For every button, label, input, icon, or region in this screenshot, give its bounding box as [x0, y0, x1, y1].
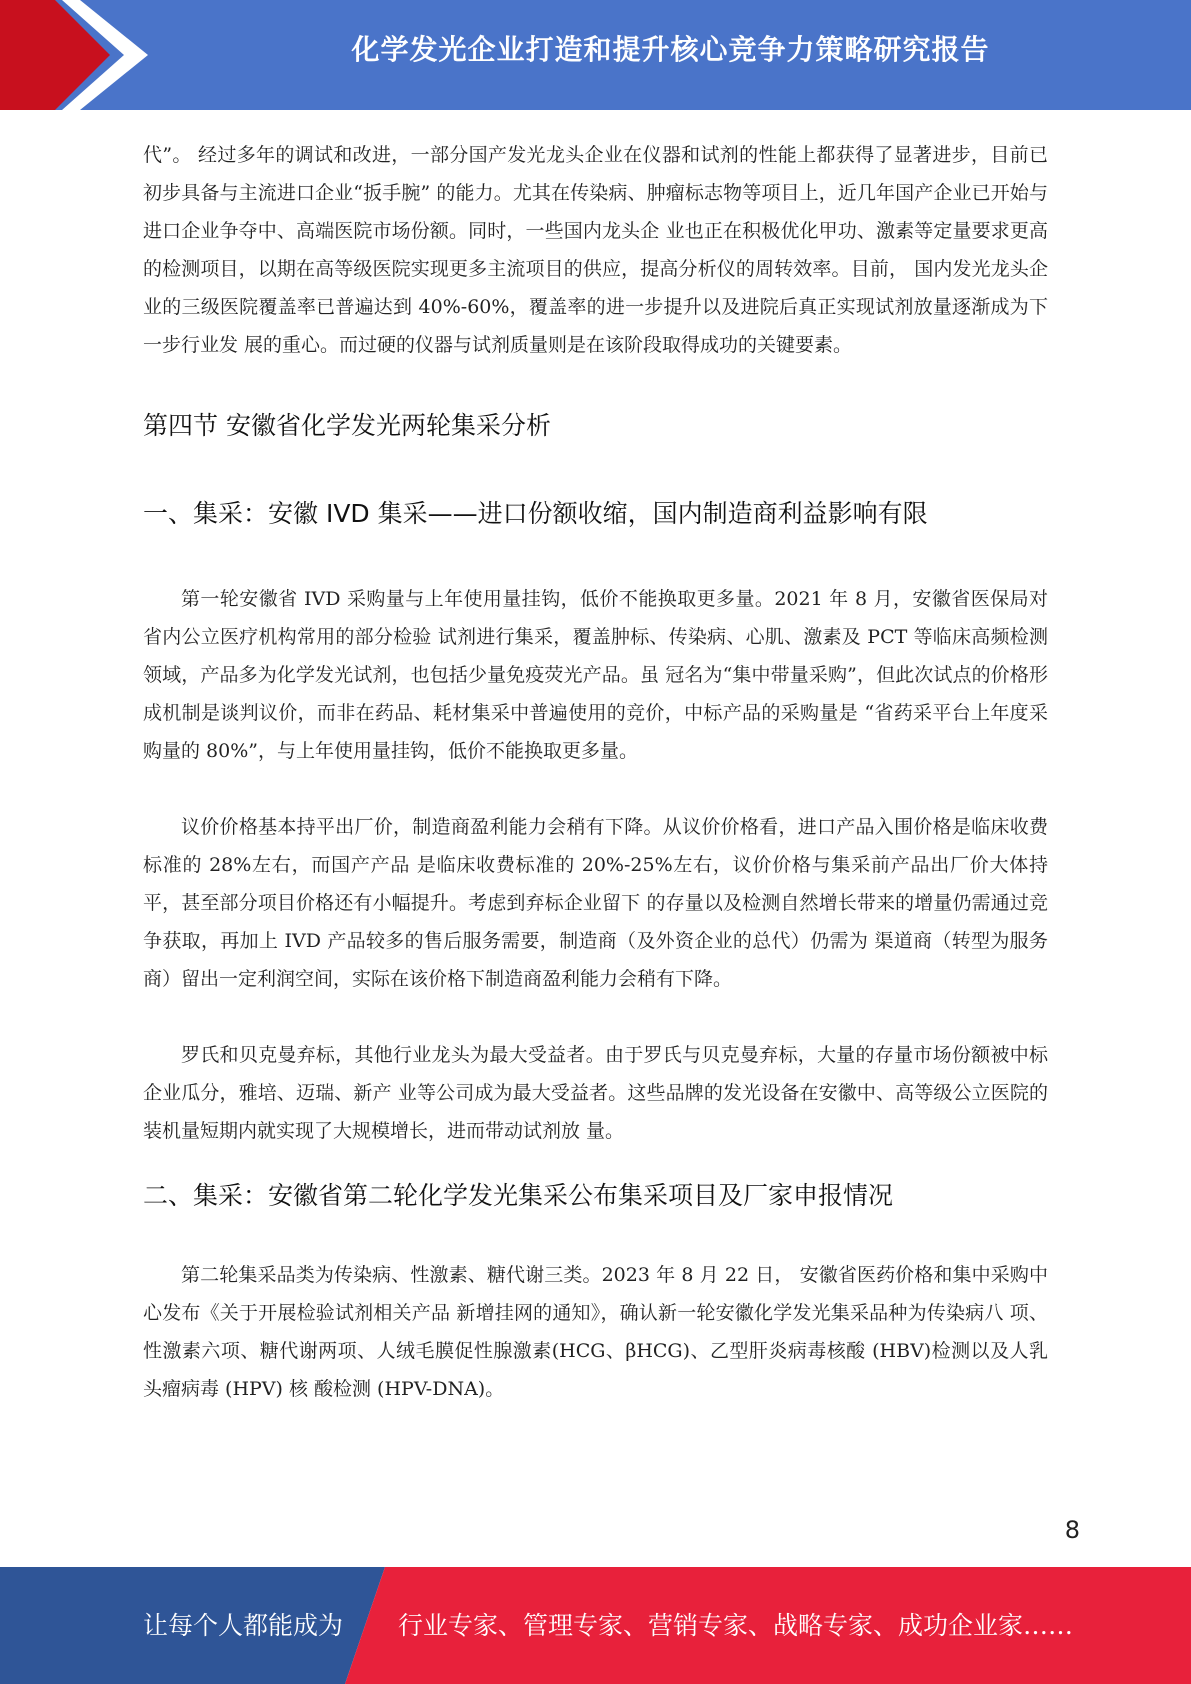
footer-slogan-right: 行业专家、管理专家、营销专家、战略专家、成功企业家……: [398, 1611, 1074, 1640]
section-title: 第四节 安徽省化学发光两轮集采分析: [143, 411, 551, 440]
page-footer: [0, 1567, 1191, 1684]
page-number: 8: [1064, 1516, 1080, 1544]
footer-slogan-left: 让每个人都能成为: [143, 1611, 344, 1640]
subsection-title-2: 二、集采：安徽省第二轮化学发光集采公布集采项目及厂家申报情况: [143, 1181, 894, 1210]
subsection-title-1: 一、集采：安徽 IVD 集采——进口份额收缩，国内制造商利益影响有限: [143, 499, 928, 528]
paragraph-round-two: 第二轮集采品类为传染病、性激素、糖代谢三类。2023 年 8 月 22 日， 安徽省医药价格和集中采购中心发布《关于开展检验试剂相关产品 新增挂网的通知》，确认新一轮安徽化学发光集采品种为传染病八 项、性激素六项、糖代谢两项、人绒毛膜促性腺激素(HCG、βHCG)、乙型肝炎病毒核酸 (HBV)检测以及人乳头瘤病毒 (HPV) 核 酸检测 (HPV-DNA)。: [143, 1264, 1048, 1400]
paragraph-pricing: 议价价格基本持平出厂价，制造商盈利能力会稍有下降。从议价价格看，进口产品入围价格是临床收费标准的 28%左右，而国产产品 是临床收费标准的 20%-25%左右，议价价格与集采前产品出厂价大体持平，甚至部分项目价格还有小幅提升。考虑到弃标企业留下 的存量以及检测自然增长带来的增量仍需通过竞争获取，再加上 IVD 产品较多的售后服务需要，制造商（及外资企业的总代）仍需为 渠道商（转型为服务商）留出一定利润空间，实际在该价格下制造商盈利能力会稍有下降。: [143, 816, 1048, 990]
header-chevron-icon: [0, 0, 150, 110]
page-content: [143, 136, 1048, 1408]
page-header: [0, 0, 1191, 110]
paragraph-round-one: 第一轮安徽省 IVD 采购量与上年使用量挂钩，低价不能换取更多量。2021 年 8 月，安徽省医保局对省内公立医疗机构常用的部分检验 试剂进行集采，覆盖肿标、传染病、心肌、激素及 PCT 等临床高频检测领域，产品多为化学发光试剂，也包括少量免疫荧光产品。虽 冠名为“集中带量采购”，但此次试点的价格形成机制是谈判议价，而非在药品、耗材集采中普遍使用的竞价，中标产品的采购量是 “省药采平台上年度采购量的 80%”，与上年使用量挂钩，低价不能换取更多量。: [143, 588, 1048, 762]
paragraph-continued: 代”。 经过多年的调试和改进，一部分国产发光龙头企业在仪器和试剂的性能上都获得了显著进步，目前已初步具备与主流进口企业“扳手腕” 的能力。尤其在传染病、肿瘤标志物等项目上，近几年国产企业已开始与进口企业争夺中、高端医院市场份额。同时，一些国内龙头企 业也正在积极优化甲功、激素等定量要求更高的检测项目，以期在高等级医院实现更多主流项目的供应，提高分析仪的周转效率。目前， 国内发光龙头企业的三级医院覆盖率已普遍达到 40%-60%，覆盖率的进一步提升以及进院后真正实现试剂放量逐渐成为下一步行业发 展的重心。而过硬的仪器与试剂质量则是在该阶段取得成功的关键要素。: [143, 144, 1048, 356]
paragraph-beneficiaries: 罗氏和贝克曼弃标，其他行业龙头为最大受益者。由于罗氏与贝克曼弃标，大量的存量市场份额被中标企业瓜分，雅培、迈瑞、新产 业等公司成为最大受益者。这些品牌的发光设备在安徽中、高等级公立医院的装机量短期内就实现了大规模增长，进而带动试剂放 量。: [143, 1044, 1048, 1142]
header-title: 化学发光企业打造和提升核心竞争力策略研究报告: [351, 33, 990, 66]
